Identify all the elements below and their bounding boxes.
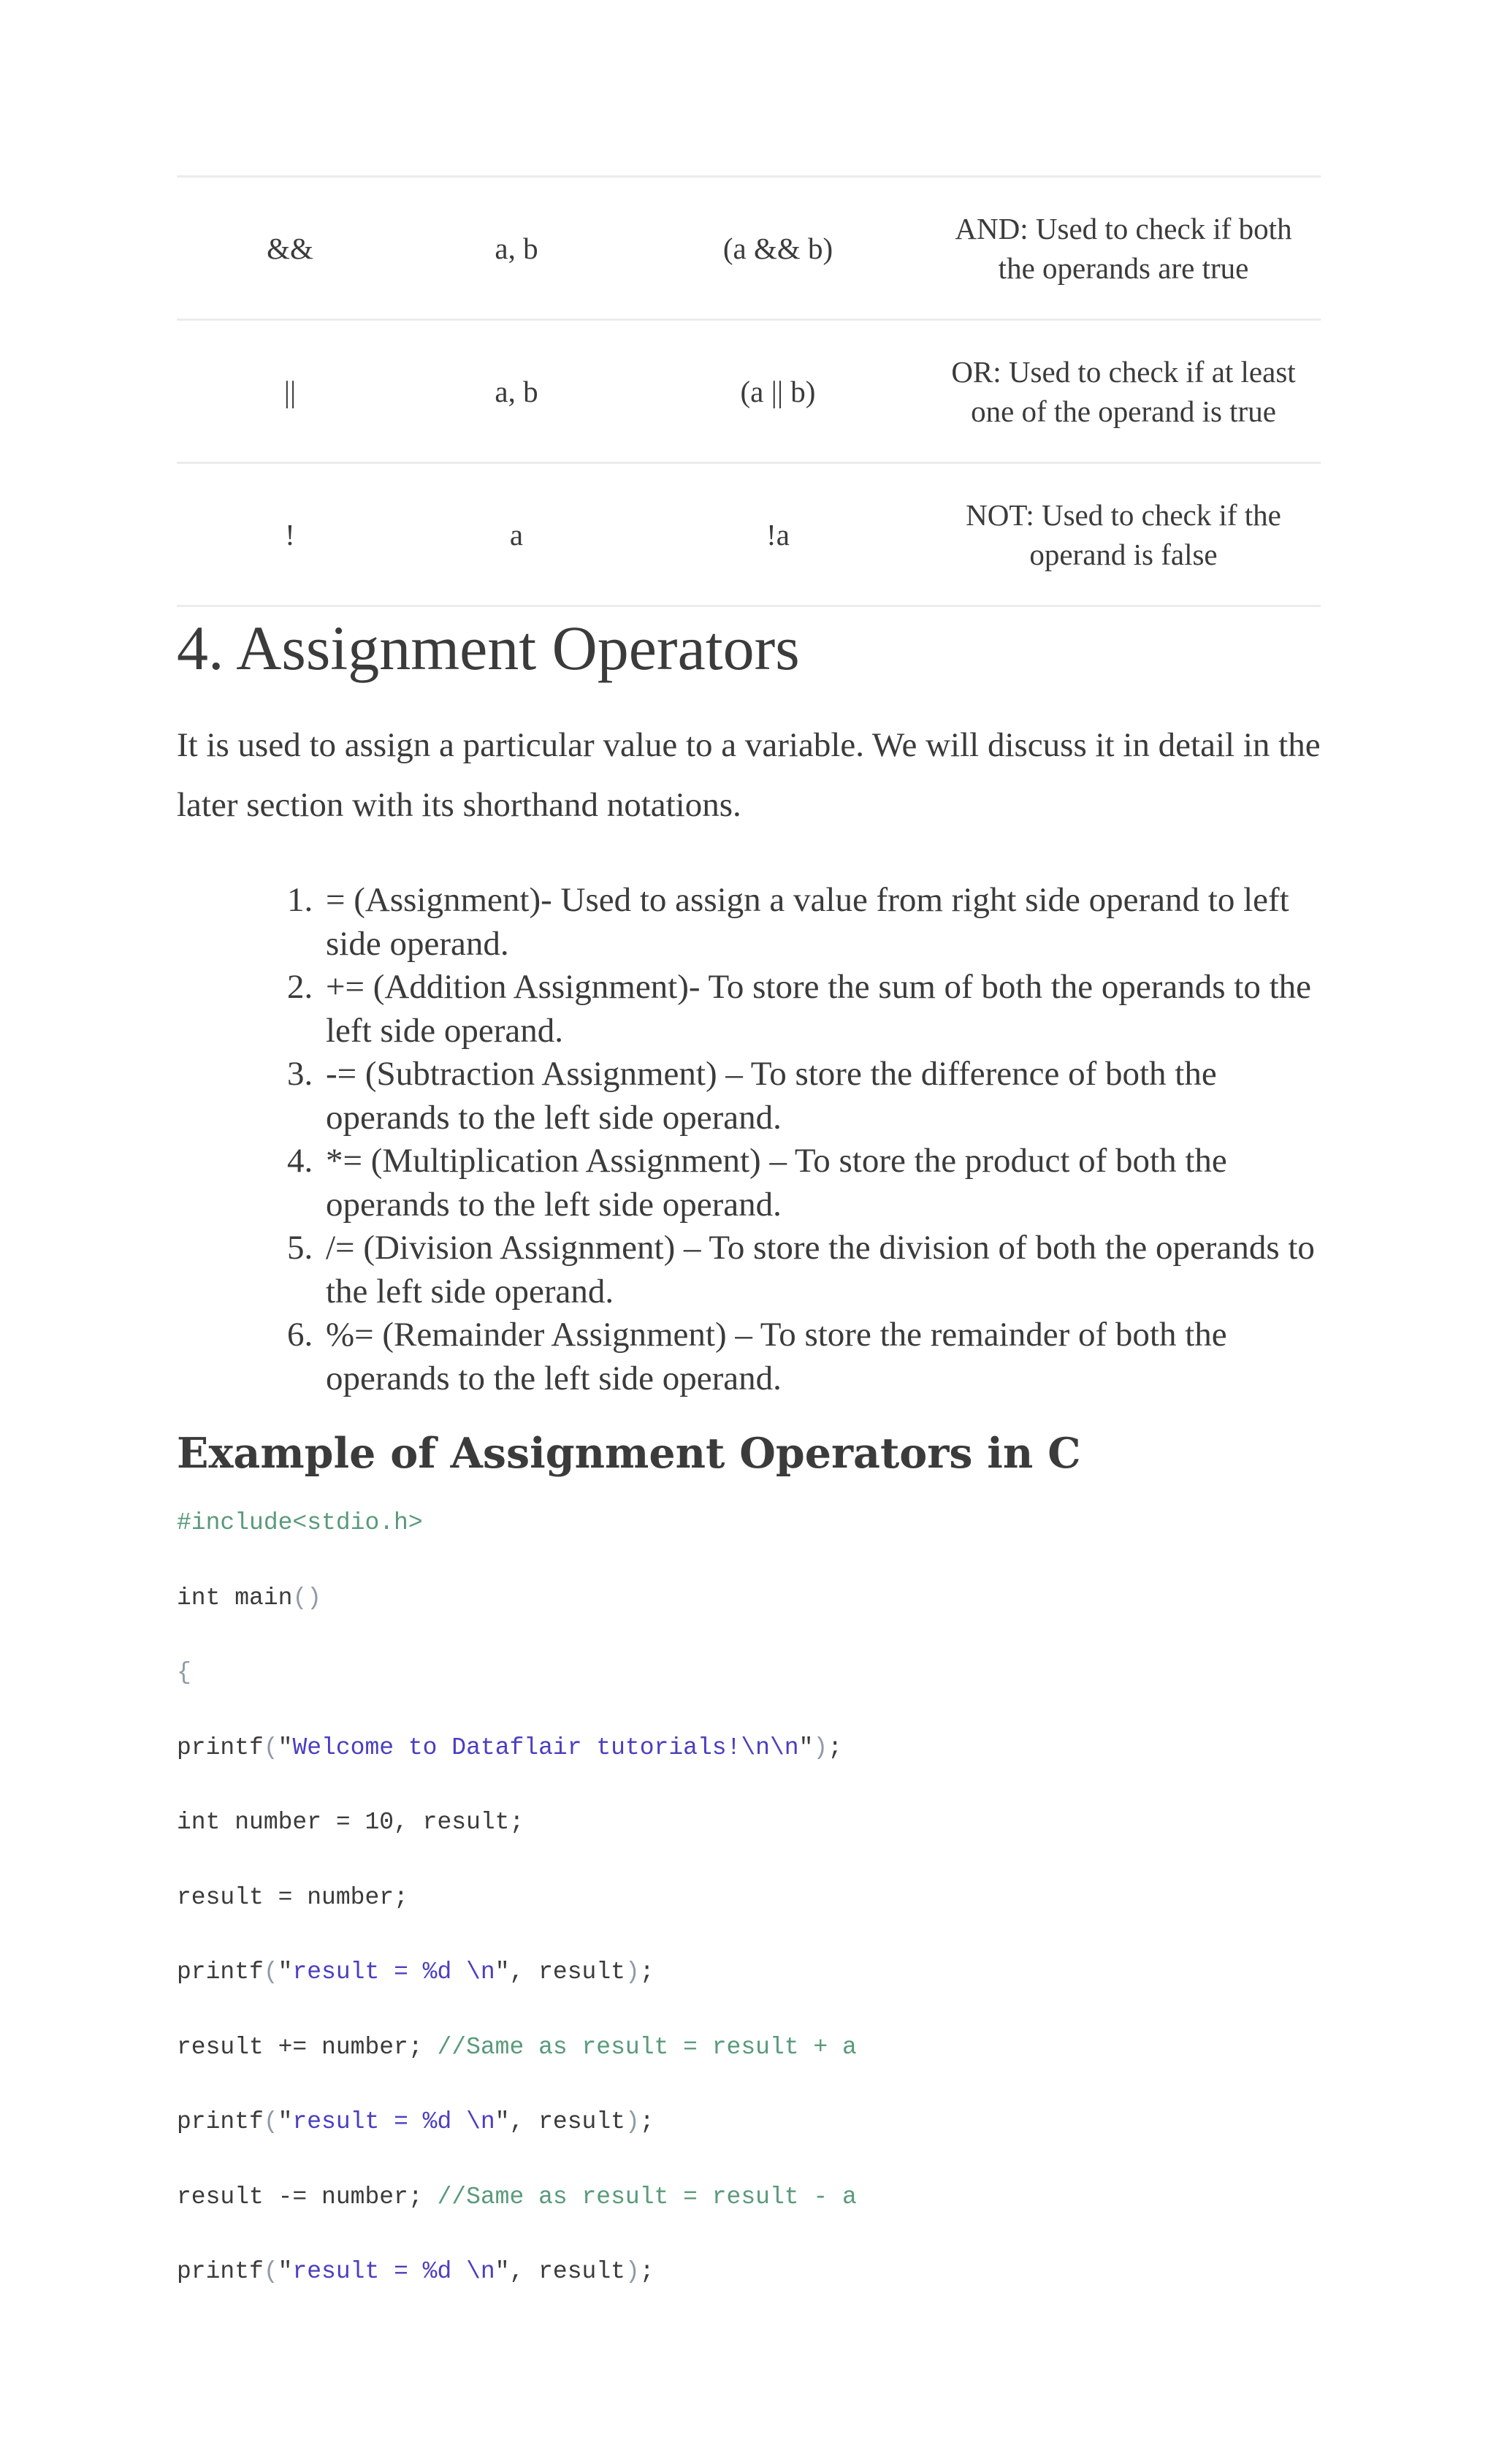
example-cell: (a && b)	[630, 177, 926, 320]
code-line	[177, 2033, 1321, 2108]
code-line	[177, 1958, 1321, 2033]
article-content	[177, 175, 1321, 2333]
code-token: int number = 10, result;	[177, 1809, 524, 1836]
operator-cell: &&	[177, 177, 403, 320]
code-token: (	[263, 2258, 278, 2285]
code-token: , result	[509, 1958, 625, 1986]
code-token: "	[495, 2258, 510, 2285]
example-cell: !a	[630, 463, 926, 606]
code-line	[177, 2108, 1321, 2183]
code-block	[177, 1508, 1321, 2333]
code-token: printf	[177, 2108, 264, 2135]
table-row	[177, 177, 1321, 320]
assignment-operators-list	[177, 879, 1321, 1400]
list-item: 2. += (Addition Assignment)- To store the sum of both the operands to the left side operand.	[321, 966, 1321, 1053]
code-line	[177, 1584, 1321, 1659]
code-token: "	[278, 1958, 293, 1986]
example-title: Example of Assignment Operators in C	[177, 1429, 1081, 1478]
code-line	[177, 1508, 1321, 1584]
code-token: )	[625, 2108, 640, 2135]
code-token: (	[263, 1958, 278, 1986]
code-token: ;	[639, 2108, 654, 2135]
code-token: )	[813, 1733, 828, 1761]
code-token: "	[495, 2108, 510, 2135]
description-cell: OR: Used to check if at least one of the operand is true	[926, 320, 1321, 463]
code-token: "	[495, 1958, 510, 1986]
code-token: result = %d \n	[292, 2108, 495, 2135]
code-token: ;	[639, 2258, 654, 2285]
code-token: int main	[177, 1584, 293, 1611]
code-token: "	[798, 1733, 814, 1761]
code-token: ;	[828, 1733, 843, 1761]
list-item: 5. /= (Division Assignment) – To store the division of both the operands to the left side operand.	[321, 1227, 1321, 1313]
code-token: (	[263, 2108, 278, 2135]
code-token: )	[625, 1958, 640, 1986]
logical-operators-table	[177, 175, 1321, 607]
list-item: 3. -= (Subtraction Assignment) – To store the difference of both the operands to the left side operand.	[321, 1053, 1321, 1140]
code-token: result -= number;	[177, 2183, 438, 2211]
list-item: 1. = (Assignment)- Used to assign a value from right side operand to left side operand.	[321, 879, 1321, 966]
code-line	[177, 2183, 1321, 2258]
code-token: ()	[292, 1584, 322, 1611]
table-row	[177, 463, 1321, 606]
operands-cell: a, b	[403, 320, 630, 463]
code-line	[177, 1808, 1321, 1883]
code-token: , result	[509, 2108, 625, 2135]
code-token: printf	[177, 1733, 264, 1761]
section-title: 4. Assignment Operators	[177, 613, 800, 683]
code-token: Welcome to Dataflair tutorials!\n\n	[292, 1733, 799, 1761]
code-token: result += number;	[177, 2033, 438, 2061]
code-token: , result	[509, 2258, 625, 2285]
operator-cell: ||	[177, 320, 403, 463]
code-token: #include<stdio.h>	[177, 1509, 423, 1536]
code-token: (	[263, 1733, 278, 1761]
table-row	[177, 320, 1321, 463]
code-token: ;	[639, 1958, 654, 1986]
code-token: "	[278, 1733, 293, 1761]
code-token: )	[625, 2258, 640, 2285]
code-token: result = %d \n	[292, 2258, 495, 2285]
operands-cell: a, b	[403, 177, 630, 320]
code-line	[177, 1658, 1321, 1733]
code-line	[177, 1733, 1321, 1809]
code-token: printf	[177, 2258, 264, 2285]
operator-cell: !	[177, 463, 403, 606]
operands-cell: a	[403, 463, 630, 606]
section-intro: It is used to assign a particular value to a variable. We will discuss it in detail in the later section with its shorthand notations.	[177, 726, 1321, 824]
code-token: result = number;	[177, 1883, 408, 1911]
list-item: 4. *= (Multiplication Assignment) – To store the product of both the operands to the left side operand.	[321, 1140, 1321, 1227]
code-token: result = %d \n	[292, 1958, 495, 1986]
code-token: "	[278, 2258, 293, 2285]
code-token: //Same as result = result - a	[437, 2183, 857, 2211]
code-token: {	[177, 1659, 191, 1686]
code-token: //Same as result = result + a	[437, 2033, 857, 2061]
example-cell: (a || b)	[630, 320, 926, 463]
list-item: 6. %= (Remainder Assignment) – To store the remainder of both the operands to the left side operand.	[321, 1313, 1321, 1400]
code-token: printf	[177, 1958, 264, 1986]
code-line	[177, 2257, 1321, 2333]
code-line	[177, 1883, 1321, 1958]
description-cell: AND: Used to check if both the operands are true	[926, 177, 1321, 320]
code-token: "	[278, 2108, 293, 2135]
description-cell: NOT: Used to check if the operand is false	[926, 463, 1321, 606]
